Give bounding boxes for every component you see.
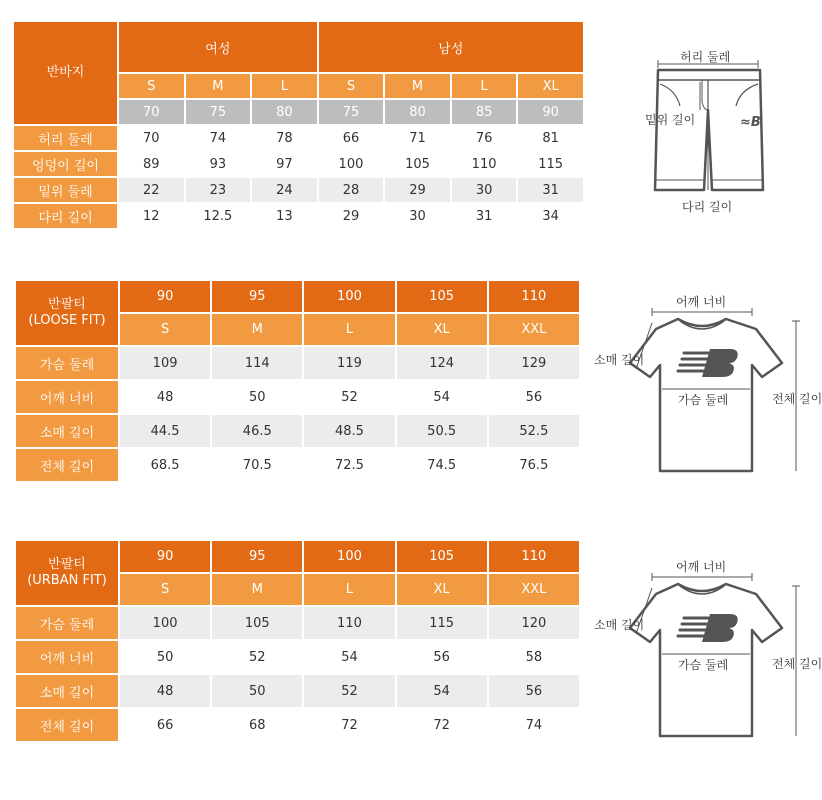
table-cell: 129	[489, 347, 579, 379]
waist-label: 허리 둘레	[680, 50, 731, 64]
table-cell: 66	[319, 126, 384, 150]
chest-label: 가슴 둘레	[678, 393, 729, 407]
table-cell: 50	[212, 381, 302, 413]
table-row	[16, 675, 579, 707]
size-number: 110	[489, 541, 579, 572]
table-cell: 89	[119, 152, 184, 176]
table-cell: 70	[119, 126, 184, 150]
table-row	[16, 449, 579, 481]
leg-length-label: 다리 길이	[682, 200, 733, 214]
table-cell: 29	[385, 178, 450, 202]
table-cell: 124	[397, 347, 487, 379]
table-cell: 56	[397, 641, 487, 673]
table-cell: 22	[119, 178, 184, 202]
shorts-size-women-l: L	[252, 74, 317, 98]
size-number: 95	[212, 281, 302, 312]
table-cell: 93	[186, 152, 251, 176]
shorts-waist-number: 70	[119, 100, 184, 124]
table-row	[14, 204, 583, 228]
row-label: 다리 길이	[14, 204, 117, 228]
tee-urban-measurement-diagram	[590, 550, 822, 750]
table-cell: 54	[397, 675, 487, 707]
shorts-size-men-m: M	[385, 74, 450, 98]
sleeve-length-label: 소매 길이	[594, 618, 645, 632]
table-cell: 72	[397, 709, 487, 741]
sleeve-length-label: 소매 길이	[594, 353, 645, 367]
shorts-group-men: 남성	[319, 22, 583, 72]
table-row	[14, 178, 583, 202]
title-line: 반팔티	[48, 556, 86, 572]
table-cell: 50.5	[397, 415, 487, 447]
size-letter: XXL	[489, 314, 579, 345]
table-row	[16, 415, 579, 447]
table-cell: 13	[252, 204, 317, 228]
size-letter: L	[304, 574, 394, 605]
table-cell: 23	[186, 178, 251, 202]
table-cell: 29	[319, 204, 384, 228]
table-cell: 76.5	[489, 449, 579, 481]
table-cell: 74	[489, 709, 579, 741]
size-number: 105	[397, 281, 487, 312]
table-cell: 34	[518, 204, 583, 228]
row-label: 소매 길이	[16, 415, 118, 447]
size-letter: M	[212, 574, 302, 605]
table-cell: 30	[385, 204, 450, 228]
table-cell: 31	[452, 204, 517, 228]
table-cell: 28	[319, 178, 384, 202]
size-number: 100	[304, 541, 394, 572]
table-cell: 50	[212, 675, 302, 707]
table-cell: 105	[212, 607, 302, 639]
table-cell: 68	[212, 709, 302, 741]
row-label: 소매 길이	[16, 675, 118, 707]
shorts-waist-number: 80	[252, 100, 317, 124]
table-cell: 119	[304, 347, 394, 379]
shorts-waist-number: 80	[385, 100, 450, 124]
total-length-label: 전체 길이	[772, 657, 822, 671]
title-line: (URBAN FIT)	[27, 573, 107, 588]
table-cell: 114	[212, 347, 302, 379]
table-cell: 48	[120, 675, 210, 707]
table-row	[14, 126, 583, 150]
size-letter: S	[120, 574, 210, 605]
table-cell: 115	[397, 607, 487, 639]
table-row	[16, 641, 579, 673]
table-cell: 46.5	[212, 415, 302, 447]
row-label: 가슴 둘레	[16, 607, 118, 639]
table-cell: 12.5	[186, 204, 251, 228]
table-cell: 110	[304, 607, 394, 639]
tee-urban-title	[16, 541, 118, 605]
table-cell: 115	[518, 152, 583, 176]
table-cell: 68.5	[120, 449, 210, 481]
table-cell: 54	[397, 381, 487, 413]
row-label: 전체 길이	[16, 709, 118, 741]
shorts-title: 반바지	[14, 22, 117, 124]
size-number: 90	[120, 281, 210, 312]
table-cell: 105	[385, 152, 450, 176]
shorts-waist-number: 75	[319, 100, 384, 124]
table-cell: 48.5	[304, 415, 394, 447]
size-number: 95	[212, 541, 302, 572]
shorts-size-men-s: S	[319, 74, 384, 98]
table-cell: 50	[120, 641, 210, 673]
shorts-measurement-diagram	[600, 40, 800, 230]
size-letter: M	[212, 314, 302, 345]
row-label: 밑위 둘레	[14, 178, 117, 202]
table-cell: 72	[304, 709, 394, 741]
size-letter: XL	[397, 314, 487, 345]
new-balance-logo-icon: ≈B	[740, 115, 761, 130]
table-cell: 120	[489, 607, 579, 639]
table-row	[16, 709, 579, 741]
shorts-size-women-m: M	[186, 74, 251, 98]
table-row	[14, 152, 583, 176]
tee-loose-size-table	[14, 279, 581, 483]
tshirt-illustration	[590, 550, 800, 750]
tee-loose-measurement-diagram	[590, 285, 822, 485]
row-label: 어깨 너비	[16, 381, 118, 413]
table-cell: 30	[452, 178, 517, 202]
title-line: (LOOSE FIT)	[28, 313, 106, 328]
table-cell: 48	[120, 381, 210, 413]
table-cell: 74.5	[397, 449, 487, 481]
table-row	[16, 347, 579, 379]
table-cell: 78	[252, 126, 317, 150]
chest-label: 가슴 둘레	[678, 658, 729, 672]
table-cell: 81	[518, 126, 583, 150]
shorts-size-table	[12, 20, 585, 230]
shorts-waist-number: 85	[452, 100, 517, 124]
size-number: 100	[304, 281, 394, 312]
table-cell: 54	[304, 641, 394, 673]
tee-loose-title	[16, 281, 118, 345]
table-cell: 100	[319, 152, 384, 176]
table-cell: 110	[452, 152, 517, 176]
size-number: 105	[397, 541, 487, 572]
rise-label: 밑위 길이	[645, 113, 696, 127]
table-cell: 70.5	[212, 449, 302, 481]
table-cell: 58	[489, 641, 579, 673]
row-label: 허리 둘레	[14, 126, 117, 150]
table-cell: 24	[252, 178, 317, 202]
shoulder-width-label: 어깨 너비	[676, 560, 727, 574]
table-cell: 97	[252, 152, 317, 176]
table-row	[16, 607, 579, 639]
size-letter: XXL	[489, 574, 579, 605]
shorts-group-women: 여성	[119, 22, 317, 72]
table-cell: 52	[212, 641, 302, 673]
table-cell: 56	[489, 381, 579, 413]
shorts-waist-number: 90	[518, 100, 583, 124]
table-cell: 72.5	[304, 449, 394, 481]
table-cell: 52	[304, 675, 394, 707]
row-label: 가슴 둘레	[16, 347, 118, 379]
shorts-size-men-l: L	[452, 74, 517, 98]
row-label: 엉덩이 길이	[14, 152, 117, 176]
table-cell: 76	[452, 126, 517, 150]
table-cell: 44.5	[120, 415, 210, 447]
shorts-size-men-xl: XL	[518, 74, 583, 98]
tee-urban-size-table	[14, 539, 581, 743]
table-cell: 56	[489, 675, 579, 707]
table-cell: 31	[518, 178, 583, 202]
size-letter: S	[120, 314, 210, 345]
table-cell: 71	[385, 126, 450, 150]
table-cell: 12	[119, 204, 184, 228]
title-line: 반팔티	[48, 296, 86, 312]
table-cell: 66	[120, 709, 210, 741]
tshirt-illustration	[590, 285, 800, 485]
size-number: 110	[489, 281, 579, 312]
size-number: 90	[120, 541, 210, 572]
table-cell: 74	[186, 126, 251, 150]
table-cell: 100	[120, 607, 210, 639]
size-letter: L	[304, 314, 394, 345]
table-row	[16, 381, 579, 413]
shoulder-width-label: 어깨 너비	[676, 295, 727, 309]
table-cell: 52.5	[489, 415, 579, 447]
row-label: 어깨 너비	[16, 641, 118, 673]
table-cell: 109	[120, 347, 210, 379]
shorts-size-women-s: S	[119, 74, 184, 98]
total-length-label: 전체 길이	[772, 392, 822, 406]
row-label: 전체 길이	[16, 449, 118, 481]
size-letter: XL	[397, 574, 487, 605]
table-cell: 52	[304, 381, 394, 413]
shorts-waist-number: 75	[186, 100, 251, 124]
